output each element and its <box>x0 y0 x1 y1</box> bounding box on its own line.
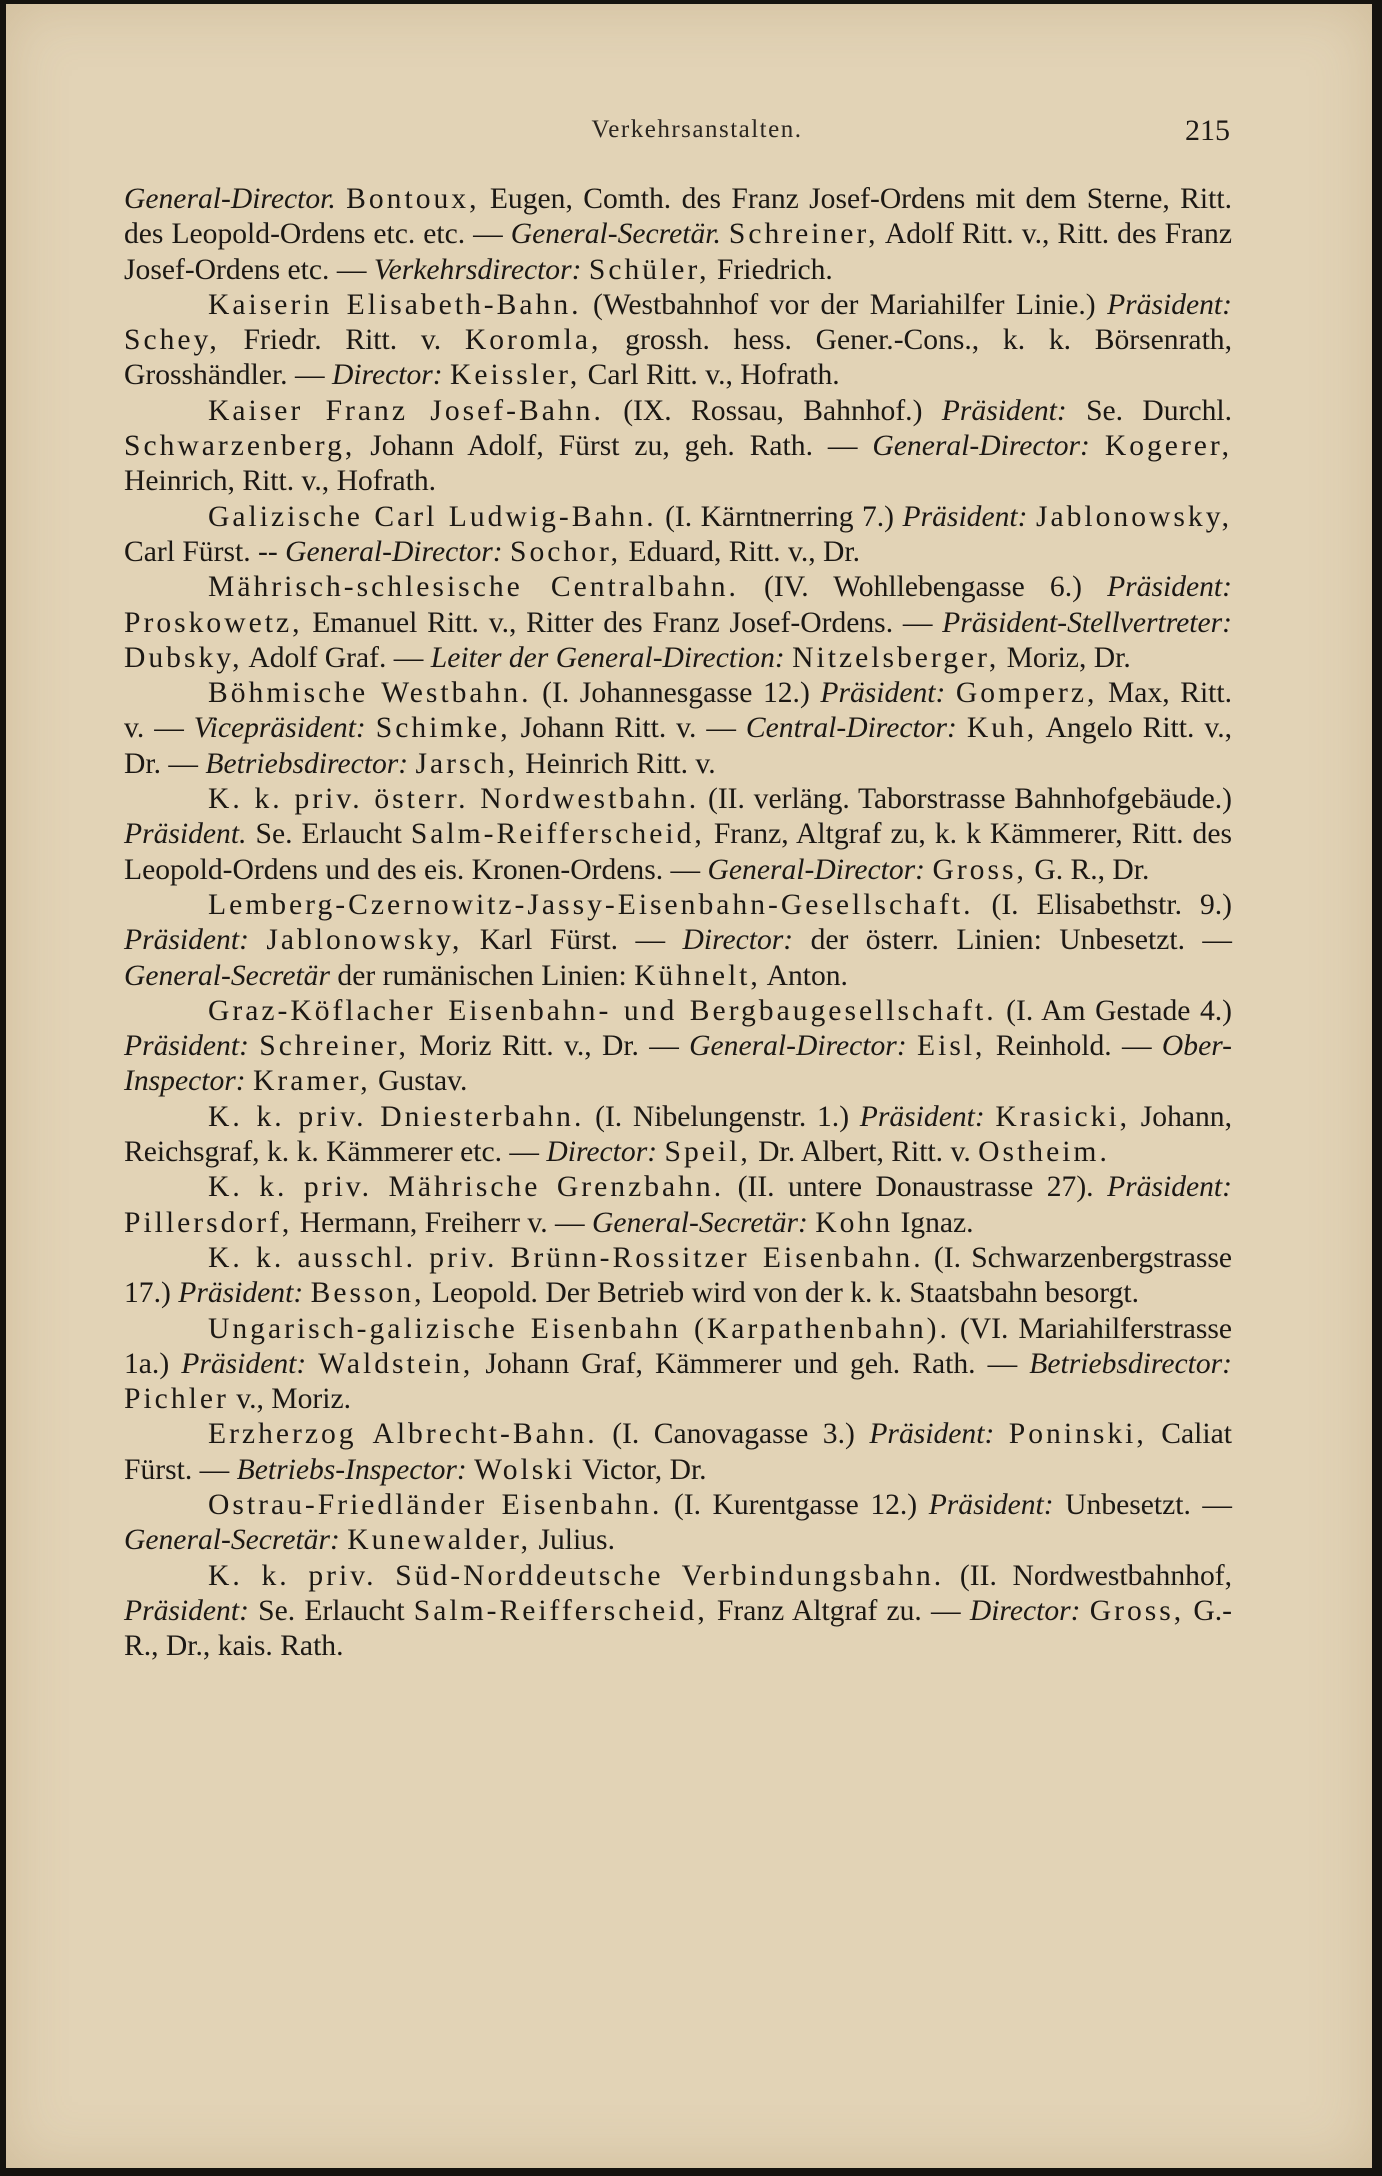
entry-text: Moriz Ritt. v., Dr. — <box>408 1030 690 1063</box>
running-title: Verkehrsanstalten. <box>591 116 803 143</box>
entry-role-label: Betriebs-Inspector: <box>236 1453 467 1486</box>
entry-role-label: Präsident. <box>124 818 247 851</box>
entry-text <box>1090 430 1105 462</box>
entry-text: Johann Graf, Kämmerer und geh. Rath. — <box>473 1347 1030 1380</box>
entry-name: Dubsky, <box>124 641 243 674</box>
entry-name: Schimke, <box>375 712 511 745</box>
entry-text: Ignaz. <box>893 1206 974 1239</box>
entry-role-label: General-Director: <box>872 430 1090 463</box>
directory-entry <box>124 1100 1232 1171</box>
entry-text: Se. Erlaucht <box>246 818 411 851</box>
running-header <box>124 116 1230 156</box>
entry-text <box>945 677 956 709</box>
entry-role-label: General-Director: <box>285 535 503 568</box>
entry-text: Dr. Albert, Ritt. v. <box>750 1136 979 1169</box>
entry-text <box>503 536 510 568</box>
entry-role-label: General-Secretär: <box>124 1524 340 1557</box>
entry-role-label: General-Director: <box>707 853 926 886</box>
entry-text: Johann Adolf, Fürst zu, geh. Rath. — <box>355 430 873 463</box>
entry-name: Jablonowsky, <box>1035 500 1232 533</box>
entry-text <box>303 1277 310 1309</box>
entry-text: (IV. Wohllebengasse 6.) <box>738 571 1108 604</box>
entry-name: K. k. priv. Dniesterbahn. <box>208 1100 585 1133</box>
entry-text: Moriz, Dr. <box>999 641 1131 674</box>
directory-entry <box>124 570 1232 676</box>
entry-text <box>366 712 376 744</box>
entry-role-label: Vicepräsident: <box>193 712 366 745</box>
entry-role-label: Präsident-Stellvertreter: <box>942 606 1232 639</box>
entry-name: Salm-Reifferscheid, <box>410 818 705 851</box>
entry-role-label: Director: <box>682 924 794 957</box>
entry-name: Schreiner, <box>259 1030 409 1063</box>
entry-role-label: Leiter der General-Direction: <box>430 641 785 674</box>
entry-name: Kramer, <box>253 1065 371 1098</box>
entry-name: Erzherzog Albrecht-Bahn. <box>208 1418 598 1451</box>
entry-name: Waldstein, <box>318 1347 474 1380</box>
entry-name: Schreiner, <box>728 218 879 251</box>
entry-text: Eugen, Comth. des Franz Josef-Ordens mit dem Sterne, Ritt. des Leopold-Ordens etc. etc. — <box>124 183 1232 251</box>
entry-name: Kunewalder, <box>347 1524 532 1557</box>
entry-name: Schüler, <box>588 253 710 286</box>
entry-text: Max, Ritt. v. — <box>124 677 1233 745</box>
entry-text: (I. Kurentgasse 12.) <box>662 1488 929 1521</box>
entry-name: Poninski, <box>1008 1418 1147 1451</box>
entry-name: Wolski <box>474 1453 576 1486</box>
entry-role-label: Betriebsdirector: <box>1029 1347 1232 1380</box>
entry-text: (II. verläng. Taborstrasse Bahnhofgebäude.) <box>699 783 1232 816</box>
entry-text: Julius. <box>531 1524 615 1557</box>
entry-text: (Westbahnhof vor der Mariahilfer Linie.) <box>581 288 1108 321</box>
entry-text: (I. Nibelungenstr. 1.) <box>584 1100 860 1133</box>
entry-role-label: Präsident: <box>178 1277 304 1310</box>
entry-name: Koromla, <box>464 324 602 357</box>
entry-role-label: Präsident: <box>1107 288 1232 321</box>
entry-name: Ostrau-Friedländer Eisenbahn. <box>208 1488 663 1521</box>
entry-name: Nitzelsberger, <box>792 641 1000 674</box>
entry-text: der österr. Linien: Unbesetzt. — <box>793 924 1232 957</box>
entry-role-label: Präsident: <box>181 1347 307 1380</box>
entry-text: (IX. Rossau, Bahnhof.) <box>603 394 942 427</box>
entry-name: Jarsch, <box>415 747 518 780</box>
entry-role-label: Präsident: <box>941 394 1067 427</box>
entry-name: Speil, <box>664 1136 751 1169</box>
page-number: 215 <box>1185 114 1230 147</box>
entry-text <box>246 1065 253 1097</box>
entry-text <box>408 748 415 780</box>
entry-text: Caliat Fürst. — <box>124 1418 1232 1486</box>
entry-text: grossh. hess. Gener.-Cons., k. k. Börsenrath, Grosshändler. — <box>124 324 1232 392</box>
entry-name: Sochor, <box>510 535 622 568</box>
entry-text: Johann, Reichsgraf, k. k. Kämmerer etc. — <box>124 1100 1232 1169</box>
entry-name: Kuh, <box>966 712 1038 745</box>
entry-text: Johann Ritt. v. — <box>510 712 746 745</box>
entry-text: (I. Johannesgasse 12.) <box>531 677 821 710</box>
entry-role-label: General-Secretär <box>124 959 330 992</box>
entry-text: (I. Kärntnerring 7.) <box>656 500 903 533</box>
entry-role-label: Präsident: <box>124 1594 249 1627</box>
entry-name: Gross, <box>932 853 1027 886</box>
entry-text: Se. Durchl. <box>1066 394 1232 427</box>
entry-role-label: Director: <box>546 1136 658 1169</box>
directory-entry <box>124 676 1232 782</box>
entry-text: Hermann, Freiherr v. — <box>292 1206 593 1239</box>
entry-text: der rumänischen Linien: <box>330 959 635 992</box>
entry-name: Kohn <box>815 1206 894 1239</box>
entry-name: Kogerer, <box>1104 430 1233 463</box>
entry-name: Schwarzenberg, <box>124 430 356 463</box>
entry-text: Carl Ritt. v., Hofrath. <box>580 359 840 392</box>
entry-text <box>994 1418 1009 1450</box>
entry-text <box>1027 501 1035 533</box>
entry-name: K. k. priv. österr. Nordwestbahn. <box>208 783 700 816</box>
entry-text <box>1081 1595 1090 1627</box>
entry-role-label: Director: <box>331 359 443 392</box>
entry-role-label: Präsident: <box>1107 571 1232 604</box>
entry-name: Pillersdorf, <box>124 1206 293 1239</box>
directory-entry <box>124 782 1232 888</box>
entry-text: Se. Erlaucht <box>248 1594 414 1627</box>
entry-text: (I. Canovagasse 3.) <box>597 1418 870 1451</box>
directory-entry <box>124 1417 1232 1488</box>
entry-name: Proskowetz, <box>124 606 303 639</box>
entry-text: Emanuel Ritt. v., Ritter des Franz Josef-Ordens. — <box>302 606 943 639</box>
directory-entry <box>124 1488 1232 1559</box>
directory-entry <box>124 1559 1232 1665</box>
entry-role-label: Director: <box>969 1594 1081 1627</box>
entry-name: Salm-Reifferscheid, <box>413 1594 708 1627</box>
entry-name: Besson, <box>310 1277 425 1310</box>
directory-entry <box>124 994 1232 1100</box>
entry-text: (II. Nordwestbahnhof, <box>944 1559 1232 1592</box>
entry-text <box>336 183 346 215</box>
directory-entry <box>124 500 1232 571</box>
entry-name: Galizische Carl Ludwig-Bahn. <box>208 500 657 533</box>
entry-text: G. R., Dr. <box>1026 853 1150 886</box>
entry-text: Friedrich. <box>709 253 833 286</box>
entry-role-label: Präsident: <box>869 1418 995 1451</box>
directory-entry <box>124 1312 1232 1418</box>
entry-role-label: Präsident: <box>859 1100 985 1133</box>
entry-role-label: Präsident: <box>820 677 946 710</box>
entry-name: K. k. ausschl. priv. Brünn-Rossitzer Eisenbahn. <box>208 1241 924 1274</box>
entry-text: Unbesetzt. — <box>1053 1488 1232 1521</box>
entry-text: Gustav. <box>370 1065 468 1098</box>
entry-role-label: General-Secretär: <box>592 1206 808 1239</box>
entry-role-label: Präsident: <box>124 1030 249 1063</box>
entry-name: Kühnelt, <box>634 959 761 992</box>
directory-entry <box>124 394 1232 500</box>
entry-text <box>985 1101 996 1133</box>
entry-name: K. k. priv. Mährische Grenzbahn. <box>208 1171 725 1204</box>
entry-text: (II. untere Donaustrasse 27). <box>724 1171 1108 1204</box>
entry-text: Carl Fürst. -- <box>124 535 286 568</box>
entry-text: Karl Fürst. — <box>462 924 683 957</box>
entry-text: (I. Schwarzenbergstrasse 17.) <box>124 1241 1232 1310</box>
page-body-text <box>124 182 1232 1664</box>
entry-role-label: Präsident: <box>902 500 1028 533</box>
directory-entry <box>124 288 1232 394</box>
entry-text: (VI. Mariahilferstrasse 1a.) <box>124 1312 1233 1380</box>
entry-text: Heinrich Ritt. v. <box>517 747 716 780</box>
entry-text: Friedr. Ritt. v. <box>219 324 465 357</box>
entry-name: Krasicki, <box>995 1100 1131 1133</box>
entry-name: Gross, <box>1089 1594 1185 1627</box>
entry-role-label: Präsident: <box>928 1488 1054 1521</box>
entry-name: Kaiser Franz Josef-Bahn. <box>208 394 604 427</box>
entry-name: Schey, <box>124 324 220 357</box>
book-page <box>6 4 1372 2168</box>
entry-role-label: Präsident: <box>124 924 249 957</box>
entry-text <box>907 1030 917 1062</box>
entry-role-label: Central-Director: <box>745 712 957 745</box>
entry-role-label: General-Secretär. <box>510 218 721 251</box>
entry-role-label: Präsident: <box>1107 1171 1232 1204</box>
entry-name: Pichler <box>124 1383 229 1416</box>
entry-role-label: Verkehrsdirector: <box>373 253 582 286</box>
entry-name: Keissler, <box>450 359 581 392</box>
entry-text: Eduard, Ritt. v., Dr. <box>621 535 861 568</box>
entry-text <box>443 359 450 391</box>
directory-entry <box>124 182 1232 288</box>
entry-name: Lemberg-Czernowitz-Jassy-Eisenbahn-Gesellschaft. <box>208 888 974 921</box>
entry-text: Leopold. Der Betrieb wird von der k. k. Staatsbahn besorgt. <box>424 1277 1139 1310</box>
entry-name: Gomperz, <box>955 677 1098 710</box>
entry-role-label: General-Director. <box>124 183 336 215</box>
entry-role-label: General-Director: <box>689 1030 907 1063</box>
entry-name: K. k. priv. Süd-Norddeutsche Verbindungsbahn. <box>208 1559 945 1592</box>
directory-entry <box>124 1241 1232 1312</box>
entry-text: Reinhold. — <box>985 1030 1162 1063</box>
entry-text: (I. Elisabethstr. 9.) <box>973 888 1232 921</box>
entry-name: Graz-Köflacher Eisenbahn- und Bergbaugesellschaft. <box>208 994 997 1027</box>
entry-name: Jablonowsky, <box>266 924 463 957</box>
entry-text: Adolf Ritt. v., Ritt. des Franz Josef-Ordens etc. — <box>124 218 1232 286</box>
entry-text <box>957 712 967 744</box>
entry-role-label: Ober-Inspector: <box>124 1030 1232 1098</box>
directory-entry <box>124 888 1232 994</box>
entry-name: Mährisch-schlesische Centralbahn. <box>208 571 739 604</box>
entry-name: Kaiserin Elisabeth-Bahn. <box>208 288 582 321</box>
entry-name: Böhmische Westbahn. <box>208 677 532 710</box>
entry-text <box>306 1348 318 1380</box>
entry-text: Angelo Ritt. v., Dr. — <box>124 712 1232 780</box>
entry-text: Anton. <box>760 959 848 992</box>
entry-text: Franz Altgraf zu. — <box>707 1594 970 1627</box>
entry-name: Ostheim. <box>978 1136 1110 1169</box>
entry-role-label: Betriebsdirector: <box>205 747 409 780</box>
entry-text <box>249 1030 259 1062</box>
entry-text: (I. Am Gestade 4.) <box>996 994 1232 1027</box>
entry-name: Bontoux, <box>346 183 480 215</box>
entry-text: Franz, Altgraf zu, k. k Kämmerer, Ritt. des Leopold-Ordens und des eis. Kronen-Ordens. — <box>124 818 1232 886</box>
entry-text: Adolf Graf. — <box>242 641 431 674</box>
entry-text: G.-R., Dr., kais. Rath. <box>124 1594 1233 1663</box>
entry-name: Eisl, <box>917 1030 986 1063</box>
entry-text: v., Moriz. <box>228 1383 352 1416</box>
entry-text <box>721 218 729 250</box>
entry-name: Ungarisch-galizische Eisenbahn (Karpathenbahn). <box>208 1312 950 1345</box>
entry-text <box>581 254 588 286</box>
directory-entry <box>124 1170 1232 1241</box>
entry-text: Victor, Dr. <box>575 1453 707 1486</box>
entry-text: Heinrich, Ritt. v., Hofrath. <box>124 465 437 498</box>
entry-text <box>249 924 266 956</box>
